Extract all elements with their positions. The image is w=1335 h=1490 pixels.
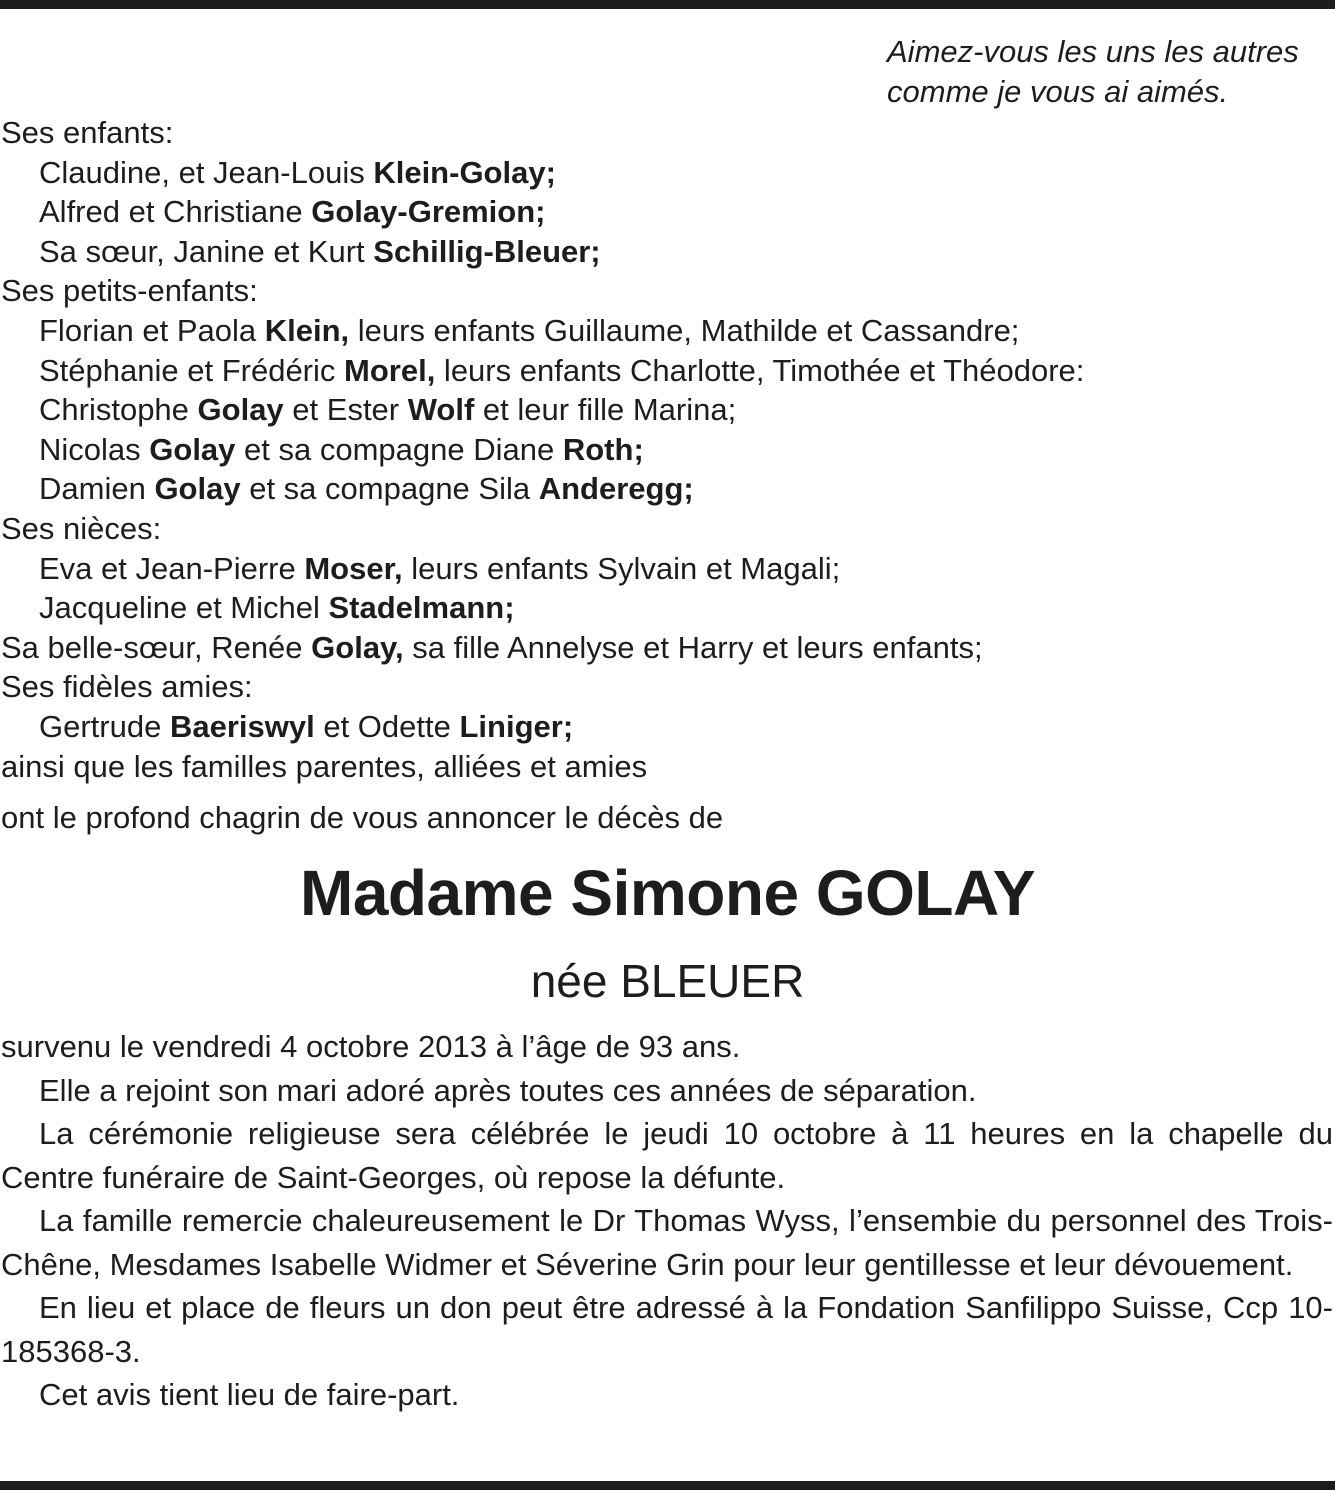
family-heading-nieces: Ses nièces: bbox=[1, 510, 162, 546]
family-surname: Golay, bbox=[311, 629, 404, 665]
family-surname: Wolf bbox=[407, 392, 475, 428]
bottom-border-rule bbox=[0, 1481, 1335, 1490]
family-surname: Golay bbox=[154, 471, 241, 507]
family-line bbox=[1, 707, 1335, 747]
notice-paragraph-date: survenu le vendredi 4 octobre 2013 à l’âge de 93 ans. bbox=[1, 1029, 741, 1064]
family-line bbox=[1, 232, 1335, 272]
family-surname: Moser, bbox=[304, 550, 403, 586]
family-line bbox=[1, 390, 1335, 430]
family-text: et sa compagne Sila bbox=[240, 471, 539, 507]
family-line bbox=[1, 311, 1335, 351]
notice-paragraph-closing: Cet avis tient lieu de faire-part. bbox=[39, 1377, 460, 1412]
family-surname: Golay bbox=[149, 431, 236, 467]
family-line bbox=[1, 430, 1335, 470]
notice-paragraph-thanks: La famille remercie chaleureusement le Dr Thomas Wyss, l’ensembie du personnel des Trois-Chêne, Mesdames Isabelle Widmer et Séverine Grin pour leur gentillesse et leur dévouement. bbox=[1, 1203, 1333, 1282]
family-text: leurs enfants Charlotte, Timothée et Théodore: bbox=[435, 352, 1085, 388]
family-line bbox=[1, 351, 1335, 391]
notice-paragraph-ceremony: La cérémonie religieuse sera célébrée le jeudi 10 octobre à 11 heures en la chapelle du Centre funéraire de Saint-Georges, où repose la défunte. bbox=[1, 1116, 1333, 1195]
family-text: Jacqueline et Michel bbox=[39, 590, 329, 626]
family-line bbox=[1, 192, 1335, 232]
deceased-maiden-name: née BLEUER bbox=[530, 955, 805, 1007]
family-text: et Ester bbox=[283, 392, 408, 428]
family-line-sister-in-law bbox=[1, 628, 1335, 668]
family-text: Eva et Jean-Pierre bbox=[39, 550, 305, 586]
announcement-text: ont le profond chagrin de vous annoncer le décès de bbox=[1, 800, 724, 835]
family-line bbox=[1, 549, 1335, 589]
epigraph-line-1: Aimez-vous les uns les autres bbox=[887, 34, 1299, 69]
family-heading-children: Ses enfants: bbox=[1, 115, 174, 150]
epigraph bbox=[887, 32, 1335, 112]
family-text: Damien bbox=[39, 471, 155, 507]
family-text: Christophe bbox=[39, 392, 198, 428]
notice-paragraph-donation: En lieu et place de fleurs un don peut être adressé à la Fondation Sanfilippo Suisse, Ccp 10-185368-3. bbox=[1, 1290, 1333, 1369]
family-surname: Liniger; bbox=[459, 708, 574, 744]
family-text: sa fille Annelyse et Harry et leurs enfants; bbox=[403, 629, 983, 665]
family-surname: Schillig-Bleuer; bbox=[373, 233, 601, 269]
family-text: Sa belle-sœur, Renée bbox=[1, 629, 312, 665]
family-surname: Morel, bbox=[344, 352, 436, 388]
family-surname: Roth; bbox=[562, 431, 644, 467]
family-line bbox=[1, 469, 1335, 509]
family-line bbox=[1, 153, 1335, 193]
family-text: et leur fille Marina; bbox=[474, 392, 737, 428]
family-surname: Baeriswyl bbox=[169, 708, 315, 744]
top-border-rule bbox=[0, 0, 1335, 9]
family-text: leurs enfants Guillaume, Mathilde et Cassandre; bbox=[349, 312, 1020, 348]
family-heading-friends: Ses fidèles amies: bbox=[1, 669, 253, 705]
family-list bbox=[1, 113, 1335, 786]
family-text: et Odette bbox=[314, 708, 460, 744]
family-text: Alfred et Christiane bbox=[39, 194, 312, 230]
family-surname: Anderegg; bbox=[538, 471, 694, 507]
family-line bbox=[1, 588, 1335, 628]
family-surname: Golay bbox=[197, 392, 284, 428]
epigraph-line-2: comme je vous ai aimés. bbox=[887, 74, 1229, 109]
family-text: Florian et Paola bbox=[39, 312, 265, 348]
family-surname: Golay-Gremion; bbox=[311, 194, 546, 230]
family-text: leurs enfants Sylvain et Magali; bbox=[402, 550, 841, 586]
family-surname: Stadelmann; bbox=[328, 590, 515, 626]
deceased-name: Madame Simone GOLAY bbox=[300, 857, 1035, 929]
family-closing-line: ainsi que les familles parentes, alliées et amies bbox=[1, 748, 648, 784]
family-text: Sa sœur, Janine et Kurt bbox=[39, 233, 374, 269]
family-text: Claudine, et Jean-Louis bbox=[39, 154, 374, 190]
notice-paragraph-reunion: Elle a rejoint son mari adoré après toutes ces années de séparation. bbox=[39, 1072, 977, 1108]
family-text: Stéphanie et Frédéric bbox=[39, 352, 345, 388]
family-surname: Klein-Golay; bbox=[373, 154, 556, 190]
family-text: et sa compagne Diane bbox=[235, 431, 563, 467]
family-text: Gertrude bbox=[39, 708, 170, 744]
family-surname: Klein, bbox=[264, 312, 350, 348]
family-heading-grandchildren: Ses petits-enfants: bbox=[1, 273, 258, 309]
notice-body bbox=[1, 1025, 1333, 1417]
family-text: Nicolas bbox=[39, 431, 150, 467]
